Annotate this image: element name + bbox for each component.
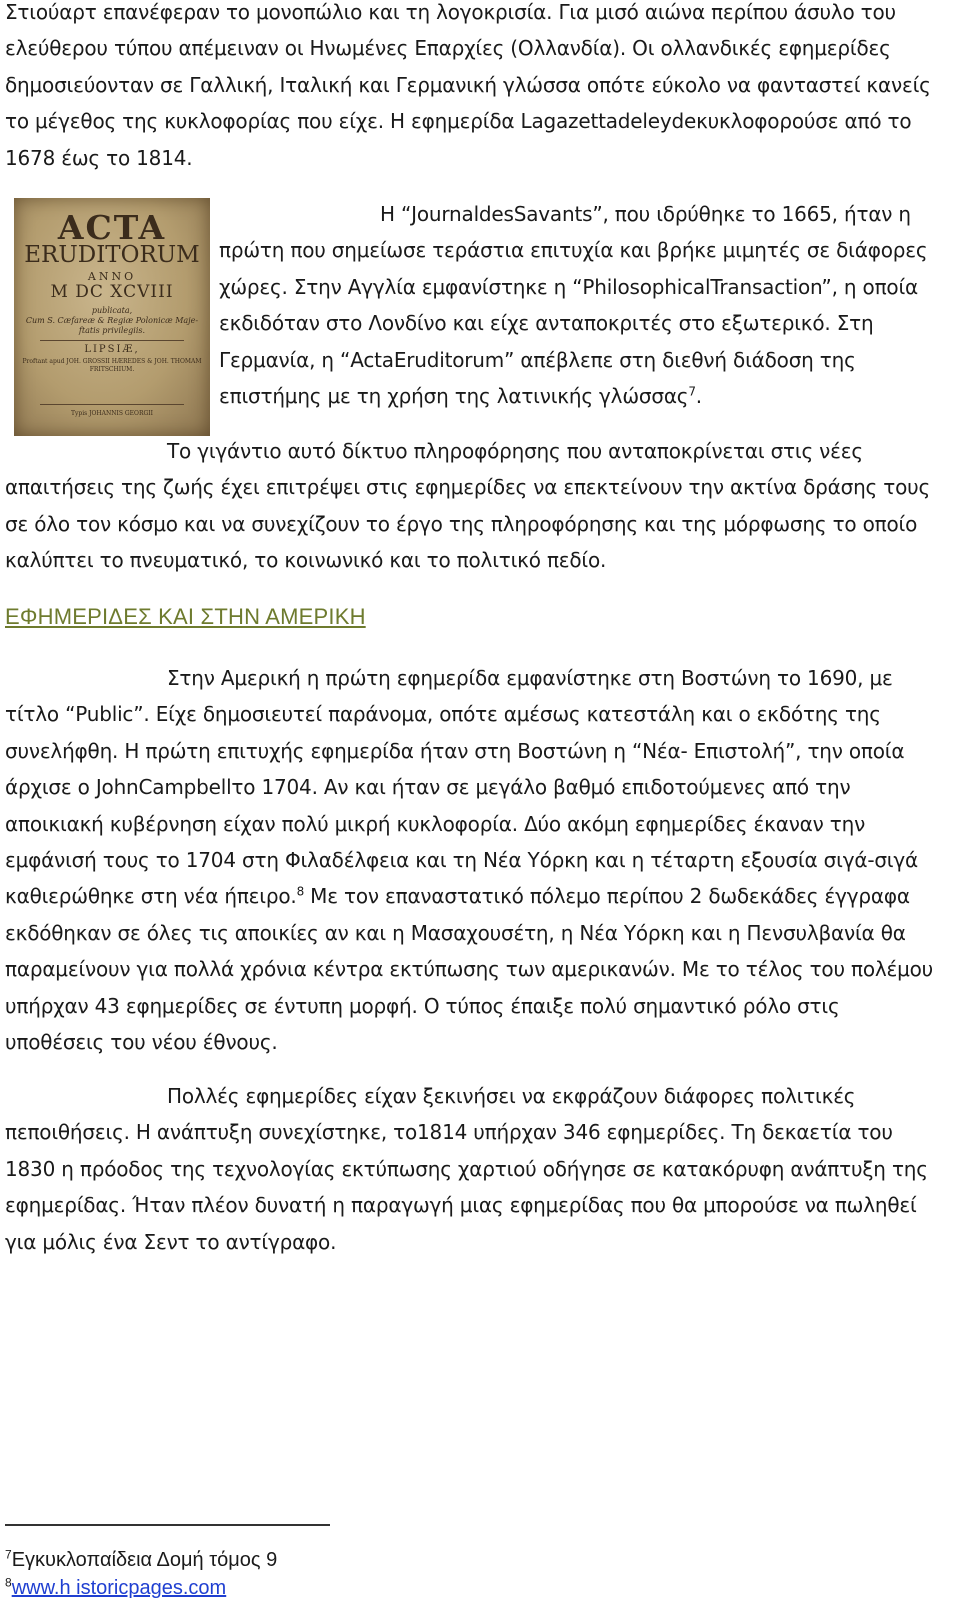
cover-year: M DC XCVIII: [50, 282, 174, 302]
footnote-ref-7: 7: [688, 384, 696, 399]
cover-anno: ANNO: [87, 270, 137, 283]
paragraph-america-part2: Με τον επαναστατικό πόλεμο περίπου 2 δωδεκάδες έγγραφα εκδόθηκαν σε όλες τις αποικίες αν και η Μασαχουσέτη, η Νέα Υόρκη και η Πενσυλβανία θα παραμείνουν για πολλά χρόνια κέντρα εκτύπωσης των αμερικανών. Με το τέλος του πολέμου υπήρχαν 43 εφημερίδες σε έντυπη μορφή. Ο τύπος έπαιξε πολύ σημαντικό ρόλο στις υποθέσεις του νέου έθνους.: [5, 884, 934, 1055]
cover-city: LIPSIÆ,: [84, 344, 140, 355]
footnote-8: [5, 1576, 226, 1600]
section-heading-america: ΕΦΗΜΕΡΙΔΕΣ ΚΑΙ ΣΤΗΝ ΑΜΕΡΙΚΗ: [5, 604, 366, 629]
cover-privilege: Cum S. Cæfareæ & Regiæ Polonicæ Maje- ftatis privilegiis.: [25, 316, 199, 335]
paragraph-intro: Στιούαρτ επανέφεραν το μονοπώλιο και τη λογοκρισία. Για μισό αιώνα περίπου άσυλο του ελεύθερου τύπου απέμειναν οι Ηνωμένες Επαρχίες (Ολλανδία). Οι ολλανδικές εφημερίδες δημοσιεύονταν σε Γαλλική, Ιταλική και Γερμανική γλώσσα οπότε εύκολο να φανταστεί κανείς το μέγεθος της κυκλοφορίας που είχε. Η εφημερίδα Lagazettadeleydeκυκλοφορούσε από το 1678 έως το 1814.: [5, 0, 931, 170]
cover-publicata: publicata,: [91, 306, 133, 315]
cover-divider: [40, 340, 184, 341]
footnote-7-text: Εγκυκλοπαίδεια Δομή τόμος 9: [11, 1549, 278, 1571]
paragraph-journals-body: πρώτη που σημείωσε τεράστια επιτυχία και βρήκε μιμητές σε διάφορες χώρες. Στην Αγγλία εμφανίστηκε η “PhilosophicalTransaction”, η οποία εκδιδόταν στο Λονδίνο και είχε ανταποκριτές στο εξωτερικό. Στη Γερμανία, η “ActaEruditorum” απέβλεπε στη διεθνή διάδοση της επιστήμης με τη χρήση της λατινικής γλώσσας: [219, 238, 928, 409]
paragraph-politics: Πολλές εφημερίδες είχαν ξεκινήσει να εκφράζουν διάφορες πολιτικές πεποιθήσεις. Η ανάπτυξη συνεχίστηκε, το1814 υπήρχαν 346 εφημερίδες. Τη δεκαετία του 1830 η πρόοδος της τεχνολογίας εκτύπωσης χαρτιού οδήγησε σε κατακόρυφη ανάπτυξη της εφημερίδας. Ήταν πλέον δυνατή η παραγωγή μιας εφημερίδας που θα μπορούσε να πωληθεί για μόλις ένα Σεντ το αντίγραφο.: [5, 1084, 928, 1254]
cover-printer: Typis JOHANNIS GEORGII: [70, 410, 154, 417]
paragraph-network: Το γιγάντιο αυτό δίκτυο πληροφόρησης που ανταποκρίνεται στις νέες απαιτήσεις της ζωής έχει επιτρέψει στις εφημερίδες να επεκτείνουν την ακτίνα δράσης τους σε όλο τον κόσμο και να συνεχίζουν το έργο της πληροφόρησης και της μόρφωσης το οποίο καλύπτει το πνευματικό, το κοινωνικό και το πολιτικό πεδίο.: [5, 439, 931, 573]
paragraph-journals-first-line: Η “JournaldesSavants”, που ιδρύθηκε το 1665, ήταν η: [380, 202, 911, 226]
footnote-7: [5, 1548, 277, 1572]
paragraph-journals-end: .: [695, 384, 702, 409]
footnote-separator: [5, 1524, 330, 1526]
cover-title-acta: ACTA: [57, 208, 167, 247]
footnote-ref-8: 8: [296, 884, 304, 899]
paragraph-america: [5, 660, 940, 1060]
cover-title-eruditorum: ERUDITORUM: [24, 242, 200, 268]
acta-eruditorum-cover-image: [14, 198, 210, 436]
footnote-8-link[interactable]: www.h istoricpages.com: [11, 1577, 227, 1599]
paragraph-america-part1: Στην Αμερική η πρώτη εφημερίδα εμφανίστηκε στη Βοστώνη το 1690, με τίτλο “Public”. Είχε δημοσιευτεί παράνομα, οπότε αμέσως κατεστάλη και ο εκδότης της συνελήφθη. Η πρώτη επιτυχής εφημερίδα ήταν στη Βοστώνη η “Νέα- Επιστολή”, την οποία άρχισε ο JohnCampbellτο 1704. Αν και ήταν σε μεγάλο βαθμό επιδοτούμενες από την αποικιακή κυβέρνηση είχαν πολύ μικρή κυκλοφορία. Δύο ακόμη εφημερίδες έκαναν την εμφάνισή τους το 1704 στη Φιλαδέλφεια και τη Νέα Υόρκη και η τέταρτη εξουσία σιγά-σιγά καθιερώθηκε στη νέα ήπειρο.: [5, 666, 918, 909]
cover-divider-bottom: [40, 404, 184, 405]
footnote-8-number: 8: [5, 1575, 12, 1590]
paragraph-journals: [219, 196, 944, 414]
cover-publishers: Proftant apud JOH. GROSSII HÆREDES & JOH. THOMAM FRITSCHIUM.: [22, 358, 202, 373]
footnote-7-number: 7: [5, 1547, 12, 1562]
